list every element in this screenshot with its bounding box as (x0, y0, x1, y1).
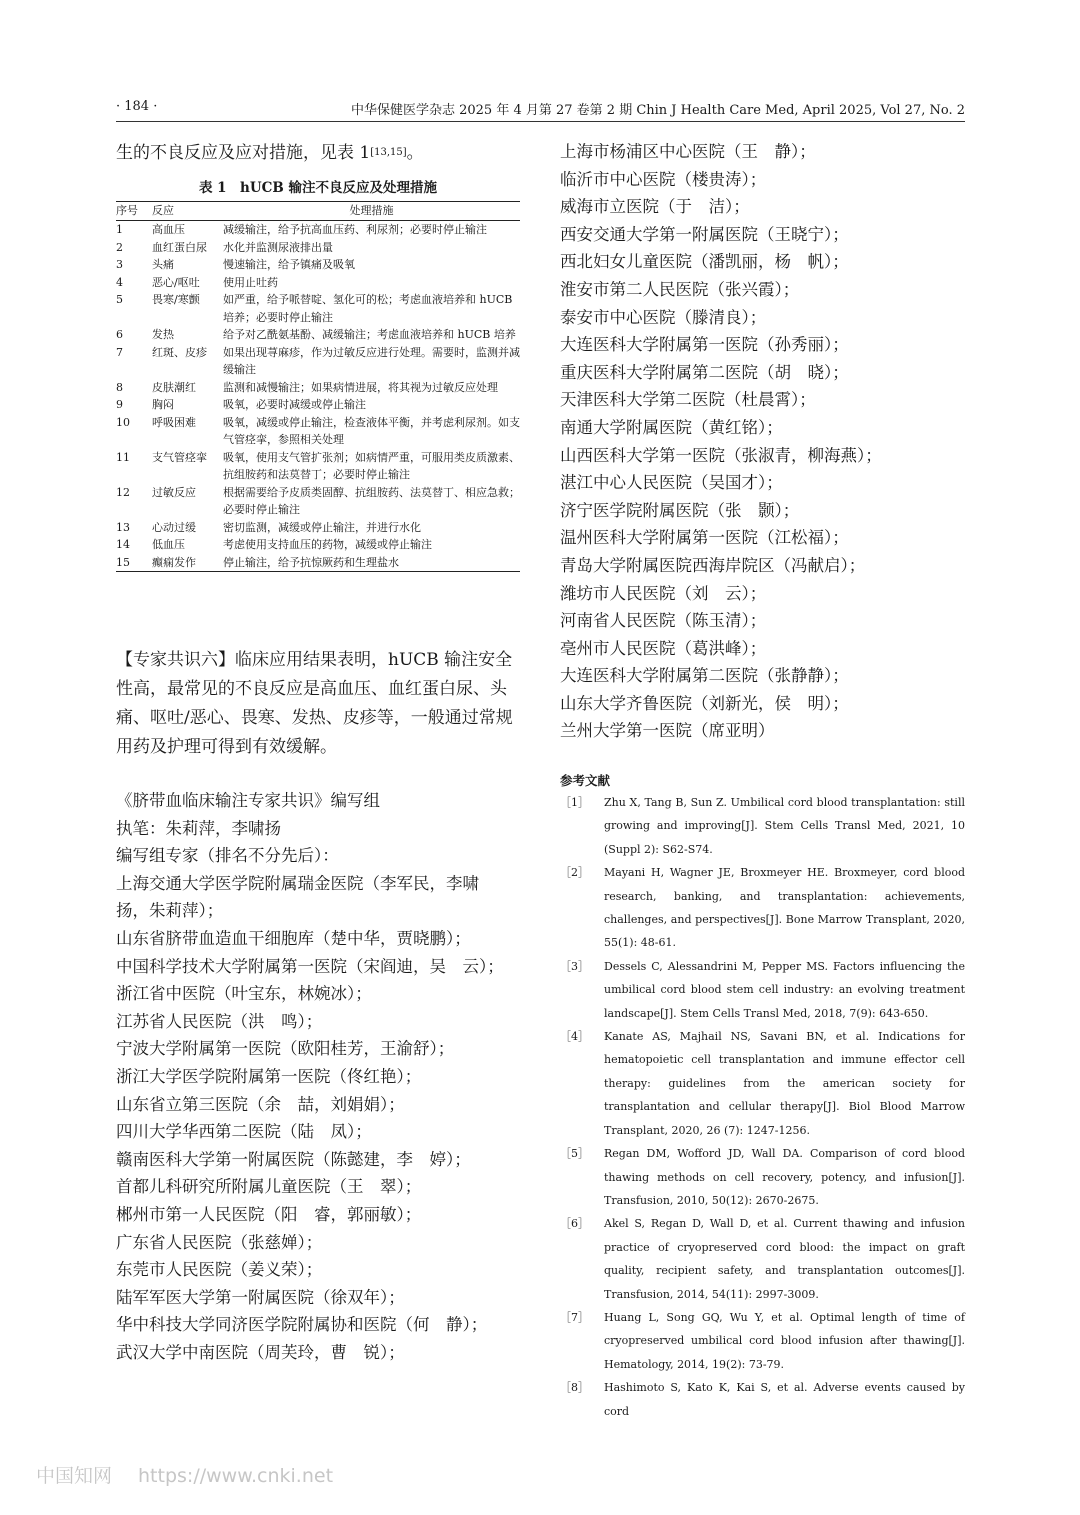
expert-list-item: 河南省人民医院（陈玉清）； (560, 611, 767, 631)
expert-list-item: 兰州大学第一医院（席亚明） (560, 721, 775, 741)
expert-list-item: 泰安市中心医院（滕清良）； (560, 307, 767, 327)
expert-list-item: 上海交通大学医学院附属瑞金医院（李军民，李啸 (116, 873, 479, 893)
expert-list-item: 天津医科大学第二医院（杜晨霄）； (560, 390, 816, 410)
row-measure: 停止输注，给予抗惊厥药和生理盐水 (223, 554, 520, 572)
table-row (116, 291, 520, 326)
row-index: 6 (116, 328, 123, 341)
running-header (116, 97, 965, 122)
row-measure: 给予对乙酰氨基酚、减缓输注；考虑血液培养和 hUCB 培养 (223, 328, 516, 341)
expert-list-item: 浙江大学医学院附属第一医院（佟红艳）； (116, 1066, 422, 1086)
reference-text: Kanate AS, Majhail NS, Savani BN, et al. Indications for hematopoietic cell transplantation and immune effector cell therapy: guidelines from the american society for transplantation and cellular therapy[J]. Biol Blood Marrow Transplant, 2020, 26 (7): 1247-1256. (604, 1030, 965, 1137)
reference-text: Regan DM, Wofford JD, Wall DA. Comparison of cord blood thawing methods on cell recovery, potency, and infusion[J]. Transfusion, 2010, 50(12): 2670-2675. (604, 1147, 965, 1207)
row-reaction: 高血压 (152, 223, 185, 236)
adverse-reaction-table (116, 201, 520, 572)
expert-list-item: 江苏省人民医院（洪 鸣）； (116, 1011, 323, 1031)
table-row (116, 449, 520, 484)
reference-text: Huang L, Song GQ, Wu Y, et al. Optimal length of time of cryopreserved umbilical cord blood infusion after thawing[J]. Hematology, 2014, 19(2): 73-79. (604, 1310, 965, 1371)
row-reaction: 发热 (152, 328, 174, 341)
expert-consensus-six: 【专家共识六】临床应用结果表明，hUCB 输注安全性高，最常见的不良反应是高血压、血红蛋白尿、头痛、呕吐/恶心、畏寒、发热、皮疹等，一般通过常规用药及护理可得到有效缓解。 (116, 650, 513, 757)
reference-number: ［8］ (560, 1381, 589, 1395)
reference-number: ［3］ (560, 959, 589, 973)
expert-list-item: 中国科学技术大学附属第一医院（宋阎迪，吴 云）； (116, 956, 504, 976)
row-measure: 密切监测，减缓或停止输注，并进行水化 (223, 520, 421, 534)
expert-list-item: 南通大学附属医院（黄红铭）； (560, 417, 783, 437)
reference-item (560, 791, 965, 861)
watermark-brand: 中国知网 (36, 1465, 113, 1487)
expert-list-item: 青岛大学附属医院西海岸院区（冯献启）； (560, 555, 866, 575)
expert-list-item: 亳州市人民医院（葛洪峰）； (560, 638, 767, 658)
row-index: 1 (116, 223, 123, 236)
reference-item (560, 861, 965, 955)
table-header-row (116, 202, 520, 221)
expert-list-item: 淮安市第二人民医院（张兴霞）； (560, 279, 800, 299)
row-measure: 吸氧，减缓或停止输注，检查液体平衡，并考虑利尿剂。如支气管痉挛，参照相关处理 (223, 415, 520, 446)
expert-list-item: 华中科技大学同济医学院附属协和医院（何 静）； (116, 1315, 488, 1335)
expert-list-item: 山西医科大学第一医院（张淑青，柳海燕）； (560, 445, 882, 465)
reference-number: ［4］ (560, 1030, 589, 1044)
reference-text: Zhu X, Tang B, Sun Z. Umbilical cord blood transplantation: still growing and improving[J]. Stem Cells Transl Med, 2021, 10 (Suppl 2): S62-S74. (604, 796, 965, 856)
expert-list-item: 陆军军医大学第一附属医院（徐双年）； (116, 1287, 405, 1307)
reference-number: ［5］ (560, 1147, 589, 1161)
table-row (116, 239, 520, 257)
reference-item (560, 1376, 965, 1423)
row-measure: 根据需要给予皮质类固醇、抗组胺药、法莫替丁、相应急救；必要时停止输注 (223, 485, 520, 516)
expert-list-item: 首都儿科研究所附属儿童医院（王 翠）； (116, 1177, 422, 1197)
reference-text: Mayani H, Wagner JE, Broxmeyer HE. Broxmeyer, cord blood research, banking, and transplantation: achievements, challenges, and perspectives[J]. Bone Marrow Transplant, 2020, 55(1): 48-61. (604, 866, 965, 950)
writing-group-title: 《脐带血临床输注专家共识》编写组 (116, 791, 380, 810)
row-measure: 如果出现荨麻疹，作为过敏反应进行处理。需要时，监测并减缓输注 (223, 345, 520, 376)
expert-list-item: 东莞市人民医院（姜义荣）； (116, 1260, 323, 1280)
expert-list-item: 湛江中心人民医院（吴国才）； (560, 473, 783, 493)
expert-list-item: 上海市杨浦区中心医院（王 静）； (560, 142, 816, 161)
reference-number: ［2］ (560, 866, 589, 880)
row-reaction: 支气管痉挛 (152, 450, 207, 464)
row-index: 8 (116, 380, 123, 394)
expert-list-item: 大连医科大学附属第一医院（孙秀丽）； (560, 335, 849, 355)
reference-item (560, 1142, 965, 1212)
table-row (116, 274, 520, 292)
row-measure: 使用止吐药 (223, 275, 278, 289)
row-reaction: 红斑、皮疹 (152, 345, 207, 359)
row-reaction: 低血压 (152, 538, 185, 551)
row-index: 5 (116, 293, 123, 306)
page-number: · 184 · (116, 99, 158, 114)
row-index: 14 (116, 538, 130, 551)
reference-item (560, 1025, 965, 1142)
table-row (116, 326, 520, 344)
expert-list-item: 宁波大学附属第一医院（欧阳桂芳，王渝舒）； (116, 1039, 455, 1059)
table-header-reaction: 反应 (152, 202, 223, 221)
row-reaction: 呼吸困难 (152, 415, 196, 429)
table-row (116, 256, 520, 274)
expert-list-item: 山东大学齐鲁医院（刘新光，侯 明）； (560, 693, 849, 713)
row-measure: 如严重，给予哌替啶、氢化可的松；考虑血液培养和 hUCB 培养；必要时停止输注 (223, 293, 513, 324)
intro-text: 生的不良反应及应对措施，见表 1 (116, 143, 371, 163)
table-row (116, 536, 520, 554)
row-measure: 监测和减慢输注；如果病情进展，将其视为过敏反应处理 (223, 380, 498, 394)
intro-citation[interactable]: [13,15] (370, 147, 407, 158)
table-row (116, 379, 520, 397)
row-index: 11 (116, 450, 130, 464)
references-list (560, 791, 965, 1423)
row-reaction: 心动过缓 (152, 520, 196, 534)
reference-number: ［1］ (560, 796, 589, 809)
table-row (116, 554, 520, 572)
table-row (116, 344, 520, 379)
expert-list-item: 扬，朱莉萍）； (116, 901, 224, 921)
expert-list-item: 济宁医学院附属医院（张 颢）； (560, 500, 800, 520)
row-index: 15 (116, 554, 152, 572)
table-row (116, 484, 520, 519)
row-measure: 考虑使用支持血压的药物，减缓或停止输注 (223, 538, 432, 551)
table-caption: 表 1 hUCB 输注不良反应及处理措施 (198, 180, 438, 196)
row-reaction: 过敏反应 (152, 485, 196, 499)
table-row (116, 519, 520, 537)
expert-list-item: 赣南医科大学第一附属医院（陈懿建，李 婷）； (116, 1149, 471, 1169)
expert-list-item: 西安交通大学第一附属医院（王晓宁）； (560, 224, 849, 244)
row-reaction: 血红蛋白尿 (152, 240, 207, 254)
expert-list-item: 四川大学华西第二医院（陆 凤）； (116, 1122, 372, 1142)
expert-list-item: 潍坊市人民医院（刘 云）； (560, 583, 767, 603)
row-index: 10 (116, 415, 130, 429)
expert-list-item: 温州医科大学附属第一医院（江松福）； (560, 528, 849, 548)
journal-citation: 中华保健医学杂志 2025 年 4 月第 27 卷第 2 期 Chin J Health Care Med, April 2025, Vol 27, No. 2 (350, 103, 965, 118)
expert-list-item: 重庆医科大学附属第二医院（胡 晓）； (560, 362, 849, 382)
expert-list-item: 西北妇女儿童医院（潘凯丽，杨 帆）； (560, 252, 849, 272)
expert-list-item: 大连医科大学附属第二医院（张静静）； (560, 666, 849, 686)
writing-group-experts-label: 编写组专家（排名不分先后）： (116, 846, 339, 866)
table-row (116, 221, 520, 239)
row-reaction: 癫痫发作 (152, 554, 223, 572)
reference-text: Hashimoto S, Kato K, Kai S, et al. Adverse events caused by cord (604, 1381, 965, 1418)
row-measure: 吸氧，使用支气管扩张剂；如病情严重，可服用类皮质激素、抗组胺药和法莫替丁；必要时停止输注 (223, 450, 520, 481)
row-index: 2 (116, 240, 123, 254)
row-reaction: 头痛 (152, 258, 174, 271)
table-row (116, 414, 520, 449)
expert-list-item: 郴州市第一人民医院（阳 睿，郭丽敏）； (116, 1204, 422, 1224)
watermark-url[interactable]: https://www.cnki.net (138, 1465, 334, 1487)
row-measure: 减缓输注，给予抗高血压药、利尿剂；必要时停止输注 (223, 223, 487, 236)
table-row (116, 396, 520, 414)
row-index: 12 (116, 485, 130, 499)
row-reaction: 胸闷 (152, 398, 174, 411)
row-measure: 水化并监测尿液排出量 (223, 240, 333, 254)
reference-text: Akel S, Regan D, Wall D, et al. Current thawing and infusion practice of cryopreserved cord blood: the impact on graft quality, recipient safety, and transplantation outcomes[J]. Transfusion, 2014, 54(11): 2997-3009. (604, 1217, 965, 1301)
row-reaction: 皮肤潮红 (152, 380, 196, 394)
reference-number: ［7］ (560, 1310, 589, 1324)
row-measure: 慢速输注，给予镇痛及吸氧 (223, 258, 355, 271)
row-reaction: 恶心/呕吐 (152, 275, 200, 289)
cnki-watermark (36, 1461, 359, 1488)
expert-list-item: 临沂市中心医院（楼贵涛）； (560, 169, 767, 189)
expert-list-item: 山东省立第三医院（余 喆，刘娟娟）； (116, 1094, 405, 1114)
table-header-index: 序号 (116, 202, 152, 221)
reference-item (560, 955, 965, 1025)
row-index: 3 (116, 258, 123, 271)
reference-item (560, 1212, 965, 1306)
expert-list-continued (560, 138, 965, 745)
reference-number: ［6］ (560, 1217, 589, 1231)
row-index: 13 (116, 520, 130, 534)
expert-list-item: 浙江省中医院（叶宝东，林婉冰）； (116, 984, 372, 1004)
row-reaction: 畏寒/寒颤 (152, 293, 200, 306)
row-index: 4 (116, 275, 123, 289)
row-index: 9 (116, 398, 123, 411)
intro-end: 。 (406, 143, 424, 163)
references-heading: 参考文献 (560, 773, 611, 788)
expert-list-item: 广东省人民医院（张慈婵）； (116, 1232, 323, 1252)
intro-paragraph (116, 140, 520, 166)
table-header-measures: 处理措施 (223, 202, 520, 221)
expert-list-item: 武汉大学中南医院（周芙玲，曹 锐）； (116, 1342, 405, 1362)
row-measure: 吸氧，必要时减缓或停止输注 (223, 398, 366, 411)
writing-group-authors: 执笔：朱莉萍，李啸扬 (116, 818, 281, 838)
expert-list-item: 威海市立医院（于 洁）； (560, 197, 750, 217)
reference-text: Dessels C, Alessandrini M, Pepper MS. Factors influencing the umbilical cord blood stem cell industry: an evolving treatment landscape[J]. Stem Cells Transl Med, 2018, 7(9): 643-650. (604, 959, 965, 1020)
writing-group (116, 787, 520, 1366)
row-index: 7 (116, 345, 123, 359)
reference-item (560, 1306, 965, 1376)
expert-list-item: 山东省脐带血造血干细胞库（楚中华，贾晓鹏）； (116, 928, 471, 948)
